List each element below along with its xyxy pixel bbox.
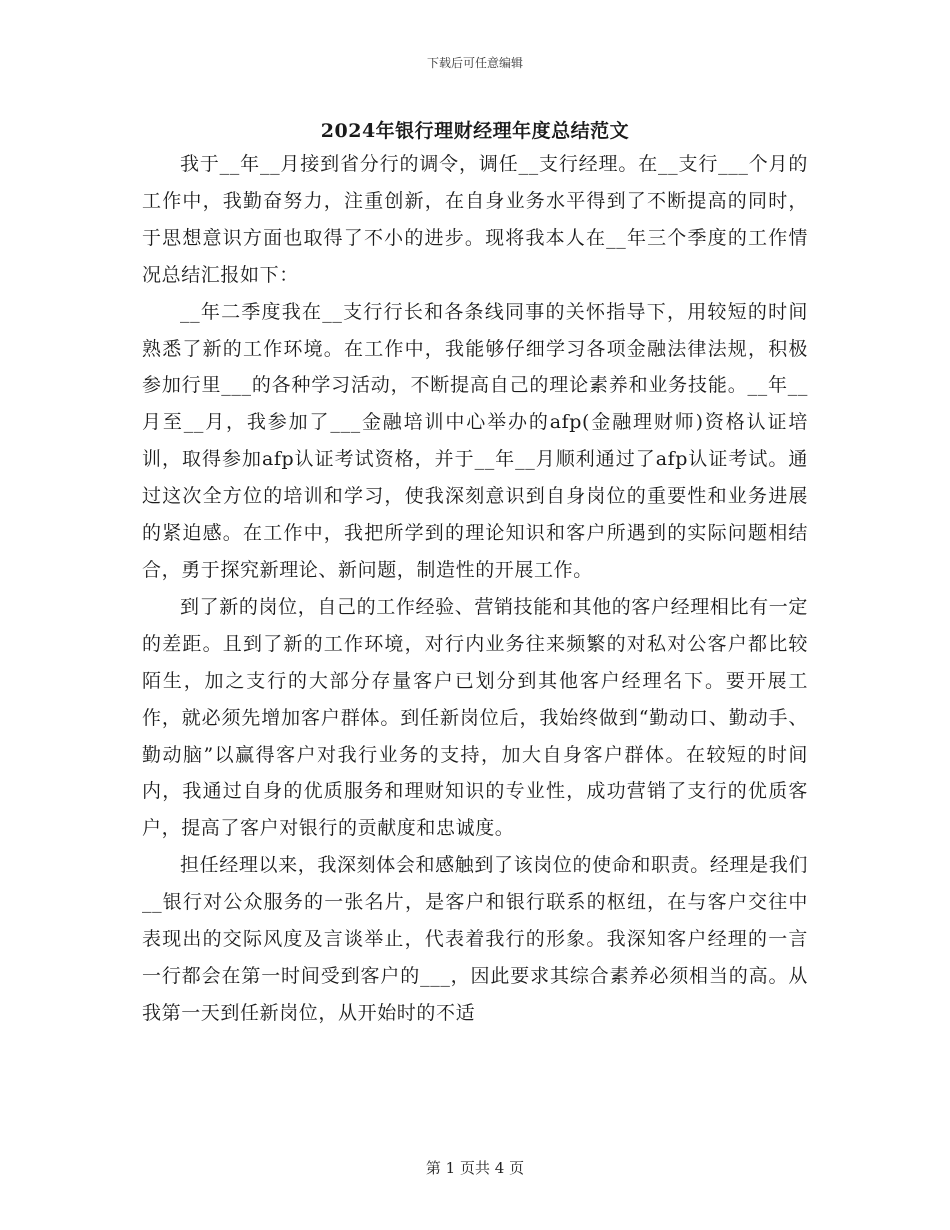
paragraph: 我于__年__月接到省分行的调令，调任__支行经理。在__支行___个月的工作中，我勤奋努力，注重创新，在自身业务水平得到了不断提高的同时，于思想意识方面也取得了不小的进步。现将我本人在__年三个季度的工作情况总结汇报如下： (142, 153, 808, 286)
paragraph: 到了新的岗位，自己的工作经验、营销技能和其他的客户经理相比有一定的差距。且到了新的工作环境，对行内业务往来频繁的对私对公客户都比较陌生，加之支行的大部分存量客户已划分到其他客户经理名下。要开展工作，就必须先增加客户群体。到任新岗位后，我始终做到“勤动口、勤动手、勤动脑”以赢得客户对我行业务的支持，加大自身客户群体。在较短的时间内，我通过自身的优质服务和理财知识的专业性，成功营销了支行的优质客户，提高了客户对银行的贡献度和忠诚度。 (142, 595, 808, 840)
document-title: 2024年银行理财经理年度总结范文 (320, 120, 630, 142)
header-note: 下载后可任意编辑 (426, 56, 523, 70)
document-body (142, 146, 808, 1032)
paragraph: __年二季度我在__支行行长和各条线同事的关怀指导下，用较短的时间熟悉了新的工作环境。在工作中，我能够仔细学习各项金融法律法规，积极参加行里___的各种学习活动，不断提高自己的理论素养和业务技能。__年__月至__月，我参加了___金融培训中心举办的afp(金融理财师)资格认证培训，取得参加afp认证考试资格，并于__年__月顺利通过了afp认证考试。通过这次全方位的培训和学习，使我深刻意识到自身岗位的重要性和业务进展的紧迫感。在工作中，我把所学到的理论知识和客户所遇到的实际问题相结合，勇于探究新理论、新问题，制造性的开展工作。 (142, 300, 808, 581)
paragraph: 担任经理以来，我深刻体会和感触到了该岗位的使命和职责。经理是我们__银行对公众服务的一张名片，是客户和银行联系的枢纽，在与客户交往中表现出的交际风度及言谈举止，代表着我行的形象。我深知客户经理的一言一行都会在第一时间受到客户的___，因此要求其综合素养必须相当的高。从我第一天到任新岗位，从开始时的不适 (142, 854, 808, 1024)
page-number: 第 1 页共 4 页 (425, 1159, 525, 1177)
